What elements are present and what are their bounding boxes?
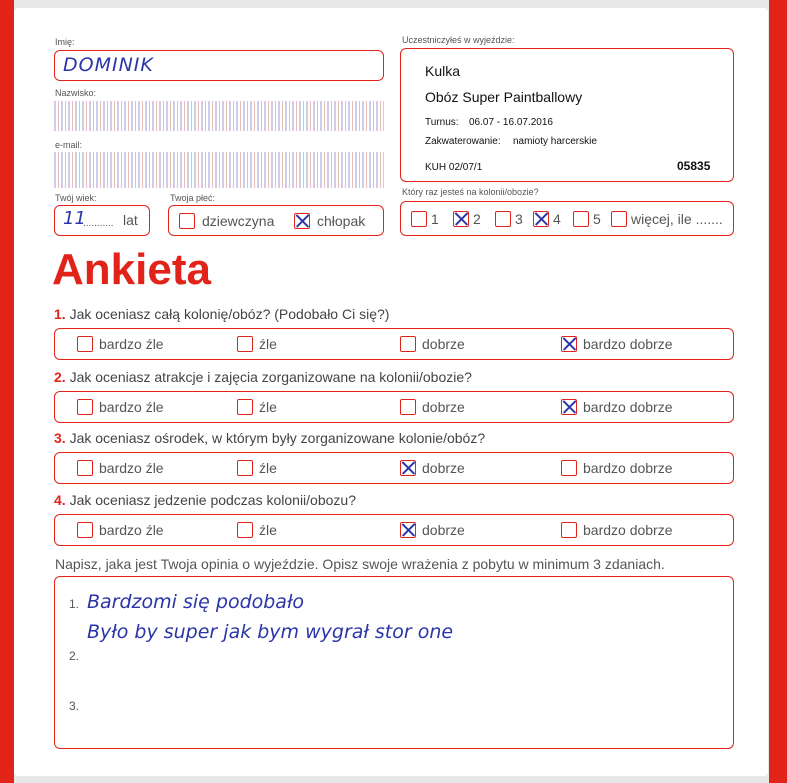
times-more-label: więcej, ile ....... bbox=[631, 211, 723, 227]
camp-name: Obóz Super Paintballowy bbox=[425, 89, 583, 105]
name-value: DOMINIK bbox=[63, 54, 154, 76]
question-3-option-2-label: źle bbox=[259, 460, 277, 476]
question-4-option-3-label: dobrze bbox=[422, 522, 465, 538]
question-1-option-4-checkbox[interactable] bbox=[561, 336, 577, 352]
question-1-number: 1. bbox=[54, 306, 66, 322]
question-1-option-1-label: bardzo źle bbox=[99, 336, 164, 352]
accommodation-value: namioty harcerskie bbox=[513, 136, 597, 147]
term-value: 06.07 - 16.07.2016 bbox=[469, 117, 553, 128]
times-2-checkbox[interactable] bbox=[453, 211, 469, 227]
age-value: 11 bbox=[63, 208, 86, 229]
question-2-option-3-checkbox[interactable] bbox=[400, 399, 416, 415]
question-2-option-1-label: bardzo źle bbox=[99, 399, 164, 415]
participant-card bbox=[400, 48, 734, 182]
opinion-box[interactable] bbox=[54, 576, 734, 749]
question-3-option-2-checkbox[interactable] bbox=[237, 460, 253, 476]
gender-field bbox=[168, 205, 384, 236]
form-number: 05835 bbox=[677, 159, 711, 173]
question-1-options bbox=[54, 328, 734, 360]
email-field-redacted bbox=[54, 152, 384, 188]
opinion-line-1-text: Bardzomi się podobało bbox=[87, 591, 305, 613]
question-4-options bbox=[54, 514, 734, 546]
times-4-label: 4 bbox=[553, 211, 561, 227]
question-4-option-2-label: źle bbox=[259, 522, 277, 538]
question-1-option-2-checkbox[interactable] bbox=[237, 336, 253, 352]
age-field[interactable] bbox=[54, 205, 150, 236]
question-1-option-3-checkbox[interactable] bbox=[400, 336, 416, 352]
question-4-number: 4. bbox=[54, 492, 66, 508]
gender-boy-checkbox[interactable] bbox=[294, 213, 310, 229]
gender-label: Twoja płeć: bbox=[170, 193, 216, 203]
right-red-border bbox=[769, 0, 787, 783]
question-1-option-3-label: dobrze bbox=[422, 336, 465, 352]
question-2-option-2-label: źle bbox=[259, 399, 277, 415]
question-4-option-4-checkbox[interactable] bbox=[561, 522, 577, 538]
age-label: Twój wiek: bbox=[55, 193, 97, 203]
name-field[interactable] bbox=[54, 50, 384, 81]
camp-code: KUH 02/07/1 bbox=[425, 162, 483, 173]
email-label: e-mail: bbox=[55, 140, 83, 150]
question-4-text bbox=[54, 492, 356, 508]
question-4-option-2-checkbox[interactable] bbox=[237, 522, 253, 538]
times-5-checkbox[interactable] bbox=[573, 211, 589, 227]
times-2-label: 2 bbox=[473, 211, 481, 227]
accommodation-label: Zakwaterowanie: bbox=[425, 136, 501, 147]
opinion-line-2-text: Było by super jak bym wygrał stor one bbox=[87, 621, 454, 643]
times-label: Który raz jesteś na kolonii/obozie? bbox=[402, 187, 539, 197]
question-1-option-1-checkbox[interactable] bbox=[77, 336, 93, 352]
question-3-text bbox=[54, 430, 485, 446]
question-4-option-3-checkbox[interactable] bbox=[400, 522, 416, 538]
age-dots: ........... bbox=[83, 218, 114, 229]
surname-field-redacted bbox=[54, 101, 384, 131]
age-unit: lat bbox=[123, 212, 138, 228]
question-2-option-2-checkbox[interactable] bbox=[237, 399, 253, 415]
opinion-line-3-num: 3. bbox=[69, 699, 80, 713]
question-4-option-1-checkbox[interactable] bbox=[77, 522, 93, 538]
gender-boy-label: chłopak bbox=[317, 213, 366, 229]
question-2-text bbox=[54, 369, 472, 385]
times-field bbox=[400, 201, 734, 236]
question-3-option-1-label: bardzo źle bbox=[99, 460, 164, 476]
question-2-option-3-label: dobrze bbox=[422, 399, 465, 415]
question-1-option-2-label: źle bbox=[259, 336, 277, 352]
question-3-option-3-label: dobrze bbox=[422, 460, 465, 476]
question-1-option-4-label: bardzo dobrze bbox=[583, 336, 673, 352]
question-4-option-4-label: bardzo dobrze bbox=[583, 522, 673, 538]
question-3-options bbox=[54, 452, 734, 484]
times-more-checkbox[interactable] bbox=[611, 211, 627, 227]
question-3-option-4-label: bardzo dobrze bbox=[583, 460, 673, 476]
question-4-option-1-label: bardzo źle bbox=[99, 522, 164, 538]
question-4-label: Jak oceniasz jedzenie podczas kolonii/obozu? bbox=[69, 492, 356, 508]
name-label: Imię: bbox=[55, 37, 75, 47]
question-3-label: Jak oceniasz ośrodek, w którym były zorganizowane kolonie/obóz? bbox=[69, 430, 486, 446]
opinion-prompt: Napisz, jaka jest Twoja opinia o wyjeździe. Opisz swoje wrażenia z pobytu w minimum 3 zdaniach. bbox=[55, 556, 665, 572]
survey-title: Ankieta bbox=[52, 245, 211, 294]
question-1-label: Jak oceniasz całą kolonię/obóz? (Podobało Ci się?) bbox=[69, 306, 390, 322]
term-label: Turnus: bbox=[425, 117, 459, 128]
question-2-number: 2. bbox=[54, 369, 66, 385]
surname-label: Nazwisko: bbox=[55, 88, 97, 98]
times-1-checkbox[interactable] bbox=[411, 211, 427, 227]
opinion-line-2-num: 2. bbox=[69, 649, 80, 663]
question-1-text bbox=[54, 306, 389, 322]
question-2-option-4-checkbox[interactable] bbox=[561, 399, 577, 415]
times-3-checkbox[interactable] bbox=[495, 211, 511, 227]
question-3-number: 3. bbox=[54, 430, 66, 446]
times-4-checkbox[interactable] bbox=[533, 211, 549, 227]
question-3-option-3-checkbox[interactable] bbox=[400, 460, 416, 476]
question-2-option-4-label: bardzo dobrze bbox=[583, 399, 673, 415]
question-3-option-1-checkbox[interactable] bbox=[77, 460, 93, 476]
gender-girl-label: dziewczyna bbox=[202, 213, 275, 229]
question-2-option-1-checkbox[interactable] bbox=[77, 399, 93, 415]
opinion-line-1-num: 1. bbox=[69, 597, 80, 611]
left-red-border bbox=[0, 0, 14, 783]
participant-label: Uczestniczyłeś w wyjeździe: bbox=[402, 35, 515, 45]
gender-girl-checkbox[interactable] bbox=[179, 213, 195, 229]
question-2-label: Jak oceniasz atrakcje i zajęcia zorganizowane na kolonii/obozie? bbox=[69, 369, 472, 385]
participant-name: Kulka bbox=[425, 63, 461, 79]
times-5-label: 5 bbox=[593, 211, 601, 227]
times-1-label: 1 bbox=[431, 211, 439, 227]
question-3-option-4-checkbox[interactable] bbox=[561, 460, 577, 476]
times-3-label: 3 bbox=[515, 211, 523, 227]
question-2-options bbox=[54, 391, 734, 423]
